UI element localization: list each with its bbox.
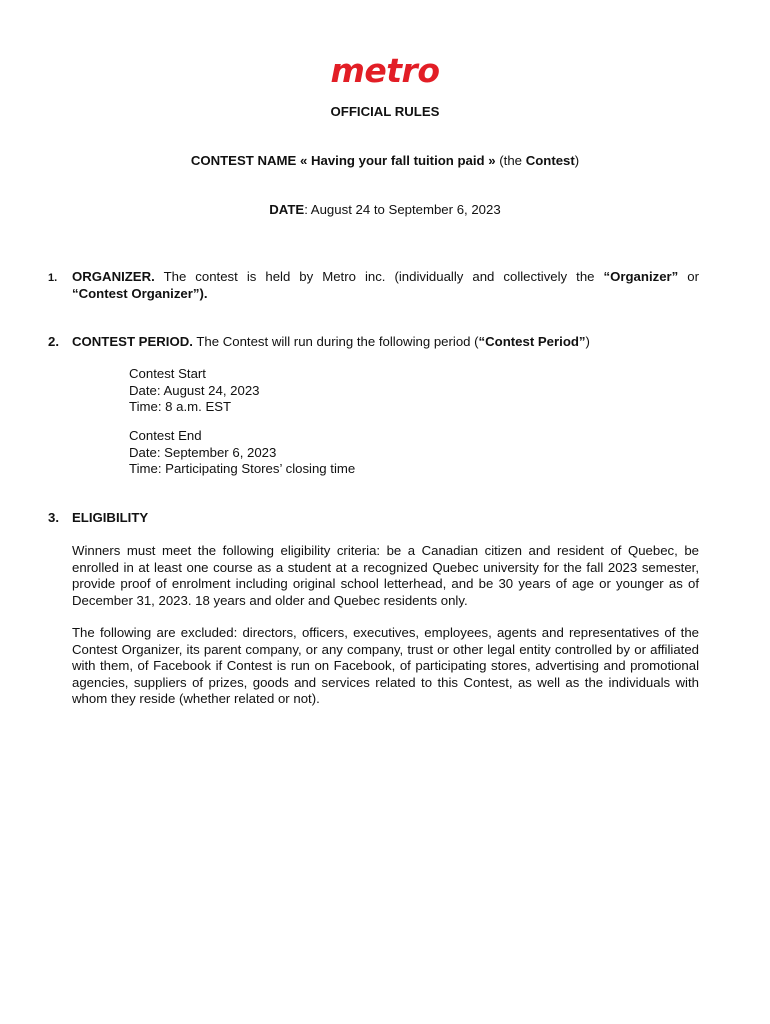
metro-logo: metro	[330, 51, 440, 90]
section-2-number: 2.	[48, 334, 59, 349]
contest-name-label: CONTEST NAME « Having your fall tuition paid »	[190, 153, 496, 168]
contest-name-middle: (the	[495, 153, 526, 168]
organizer-heading: ORGANIZER.	[72, 269, 155, 284]
contest-term: Contest	[525, 153, 575, 168]
organizer-term: “Organizer”	[603, 269, 679, 284]
contest-organizer-term: “Contest Organizer”).	[72, 285, 208, 301]
organizer-text-1: The contest is held by Metro inc. (individually and collectively the	[154, 269, 604, 284]
eligibility-heading-text: ELIGIBILITY	[72, 510, 149, 525]
period-heading: CONTEST PERIOD.	[72, 334, 193, 349]
contest-start-time: Time: 8 a.m. EST	[129, 399, 232, 414]
section-3-number: 3.	[48, 510, 59, 525]
document-title: OFFICIAL RULES	[330, 104, 440, 119]
period-text-1: The Contest will run during the following period (	[192, 334, 479, 349]
contest-end-block	[129, 428, 355, 478]
date-value: : August 24 to September 6, 2023	[304, 202, 501, 217]
contest-name-line	[0, 153, 770, 170]
eligibility-paragraph-1: Winners must meet the following eligibility criteria: be a Canadian citizen and resident of Quebec, be enrolled in at least one course as a student at a recognized Quebec university for the fall 2023 semester, provide proof of enrolment including original school letterhead, and be 30 years of age or younger as of December 31, 2023. 18 years and older and Quebec residents only.	[72, 543, 699, 608]
contest-date-line	[0, 202, 770, 219]
period-text-2: )	[585, 334, 590, 349]
date-label: DATE	[269, 202, 305, 217]
contest-name-suffix: )	[574, 153, 580, 168]
contest-end-time: Time: Participating Stores’ closing time	[129, 461, 356, 476]
organizer-line-1	[72, 269, 699, 286]
period-term: “Contest Period”	[478, 334, 586, 349]
section-contest-period	[72, 334, 699, 351]
contest-end-date: Date: September 6, 2023	[129, 444, 277, 460]
section-1-number: 1.	[48, 272, 58, 284]
eligibility-heading	[72, 510, 699, 527]
contest-end-label: Contest End	[129, 428, 202, 443]
section-organizer	[72, 269, 699, 302]
contest-start-label: Contest Start	[129, 366, 206, 381]
contest-start-date: Date: August 24, 2023	[129, 382, 260, 398]
organizer-text-2: or	[678, 269, 699, 284]
eligibility-paragraph-2: The following are excluded: directors, officers, executives, employees, agents and representatives of the Contest Organizer, its parent company, or any company, trust or other legal entity controlled by or affiliated with them, of Facebook if Contest is run on Facebook, of participating stores, advertising and promotional agencies, suppliers of prizes, goods and services related to this Contest, as well as the individuals with whom they reside (whether related or not).	[72, 625, 699, 706]
contest-start-block	[129, 366, 260, 416]
